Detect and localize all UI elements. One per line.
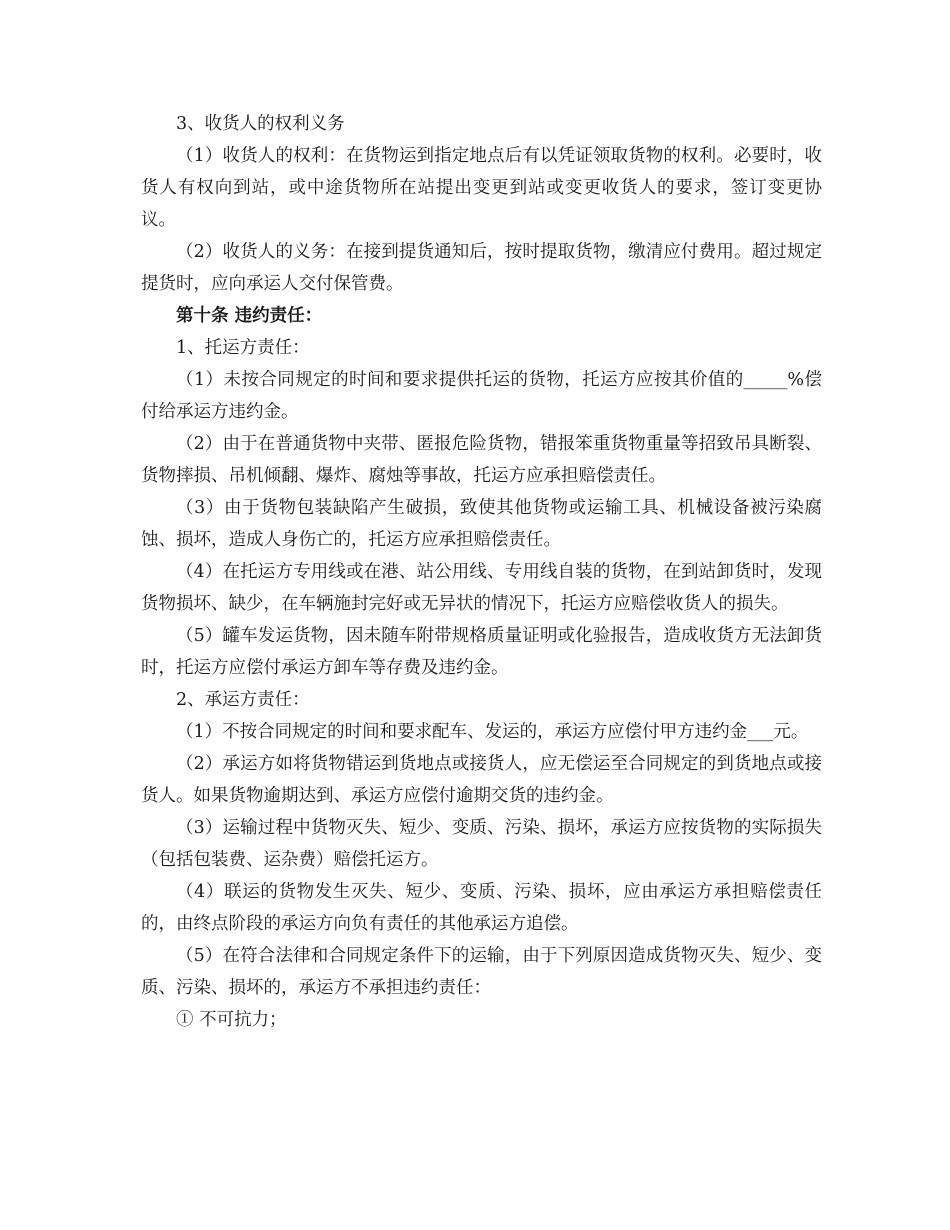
paragraph-shipper-liability-5: （5）罐车发运货物，因未随车附带规格质量证明或化验报告，造成收货方无法卸货时，托运方应偿付承运方卸车等存费及违约金。 [141, 626, 822, 678]
section-heading-consignee-rights: 3、收货人的权利义务 [176, 114, 345, 134]
section-heading-carrier-liability: 2、承运方责任： [176, 690, 310, 710]
paragraph-shipper-liability-2: （2）由于在普通货物中夹带、匿报危险货物，错报笨重货物重量等招致吊具断裂、货物摔损、吊机倾翻、爆炸、腐烛等事故，托运方应承担赔偿责任。 [141, 434, 822, 486]
paragraph-shipper-liability-3: （3）由于货物包装缺陷产生破损，致使其他货物或运输工具、机械设备被污染腐蚀、损坏，造成人身伤亡的，托运方应承担赔偿责任。 [141, 498, 822, 550]
paragraph-carrier-liability-1: （1）不按合同规定的时间和要求配车、发运的，承运方应偿付甲方违约金___元。 [176, 722, 809, 742]
paragraph-consignee-rights: （1）收货人的权利：在货物运到指定地点后有以凭证领取货物的权利。必要时，收货人有权向到站，或中途货物所在站提出变更到站或变更收货人的要求，签订变更协议。 [141, 146, 822, 230]
section-heading-shipper-liability: 1、托运方责任： [176, 338, 310, 358]
paragraph-consignee-obligations: （2）收货人的义务：在接到提货通知后，按时提取货物，缴清应付费用。超过规定提货时，应向承运人交付保管费。 [141, 242, 822, 294]
paragraph-shipper-liability-4: （4）在托运方专用线或在港、站公用线、专用线自装的货物，在到站卸货时，发现货物损坏、缺少，在车辆施封完好或无异状的情况下，托运方应赔偿收货人的损失。 [141, 562, 822, 614]
article-ten-heading: 第十条 违约责任： [176, 306, 323, 326]
paragraph-carrier-liability-3: （3）运输过程中货物灭失、短少、变质、污染、损坏，承运方应按货物的实际损失（包括包装费、运杂费）赔偿托运方。 [141, 818, 822, 870]
paragraph-shipper-liability-1: （1）未按合同规定的时间和要求提供托运的货物，托运方应按其价值的_____%偿付给承运方违约金。 [141, 370, 822, 422]
list-item-force-majeure: ① 不可抗力； [176, 1010, 287, 1030]
paragraph-carrier-liability-5: （5）在符合法律和合同规定条件下的运输，由于下列原因造成货物灭失、短少、变质、污染、损坏的，承运方不承担违约责任： [141, 946, 822, 998]
paragraph-carrier-liability-2: （2）承运方如将货物错运到货地点或接货人，应无偿运至合同规定的到货地点或接货人。如果货物逾期达到、承运方应偿付逾期交货的违约金。 [141, 754, 822, 806]
paragraph-carrier-liability-4: （4）联运的货物发生灭失、短少、变质、污染、损坏，应由承运方承担赔偿责任的，由终点阶段的承运方向负有责任的其他承运方追偿。 [141, 882, 822, 934]
